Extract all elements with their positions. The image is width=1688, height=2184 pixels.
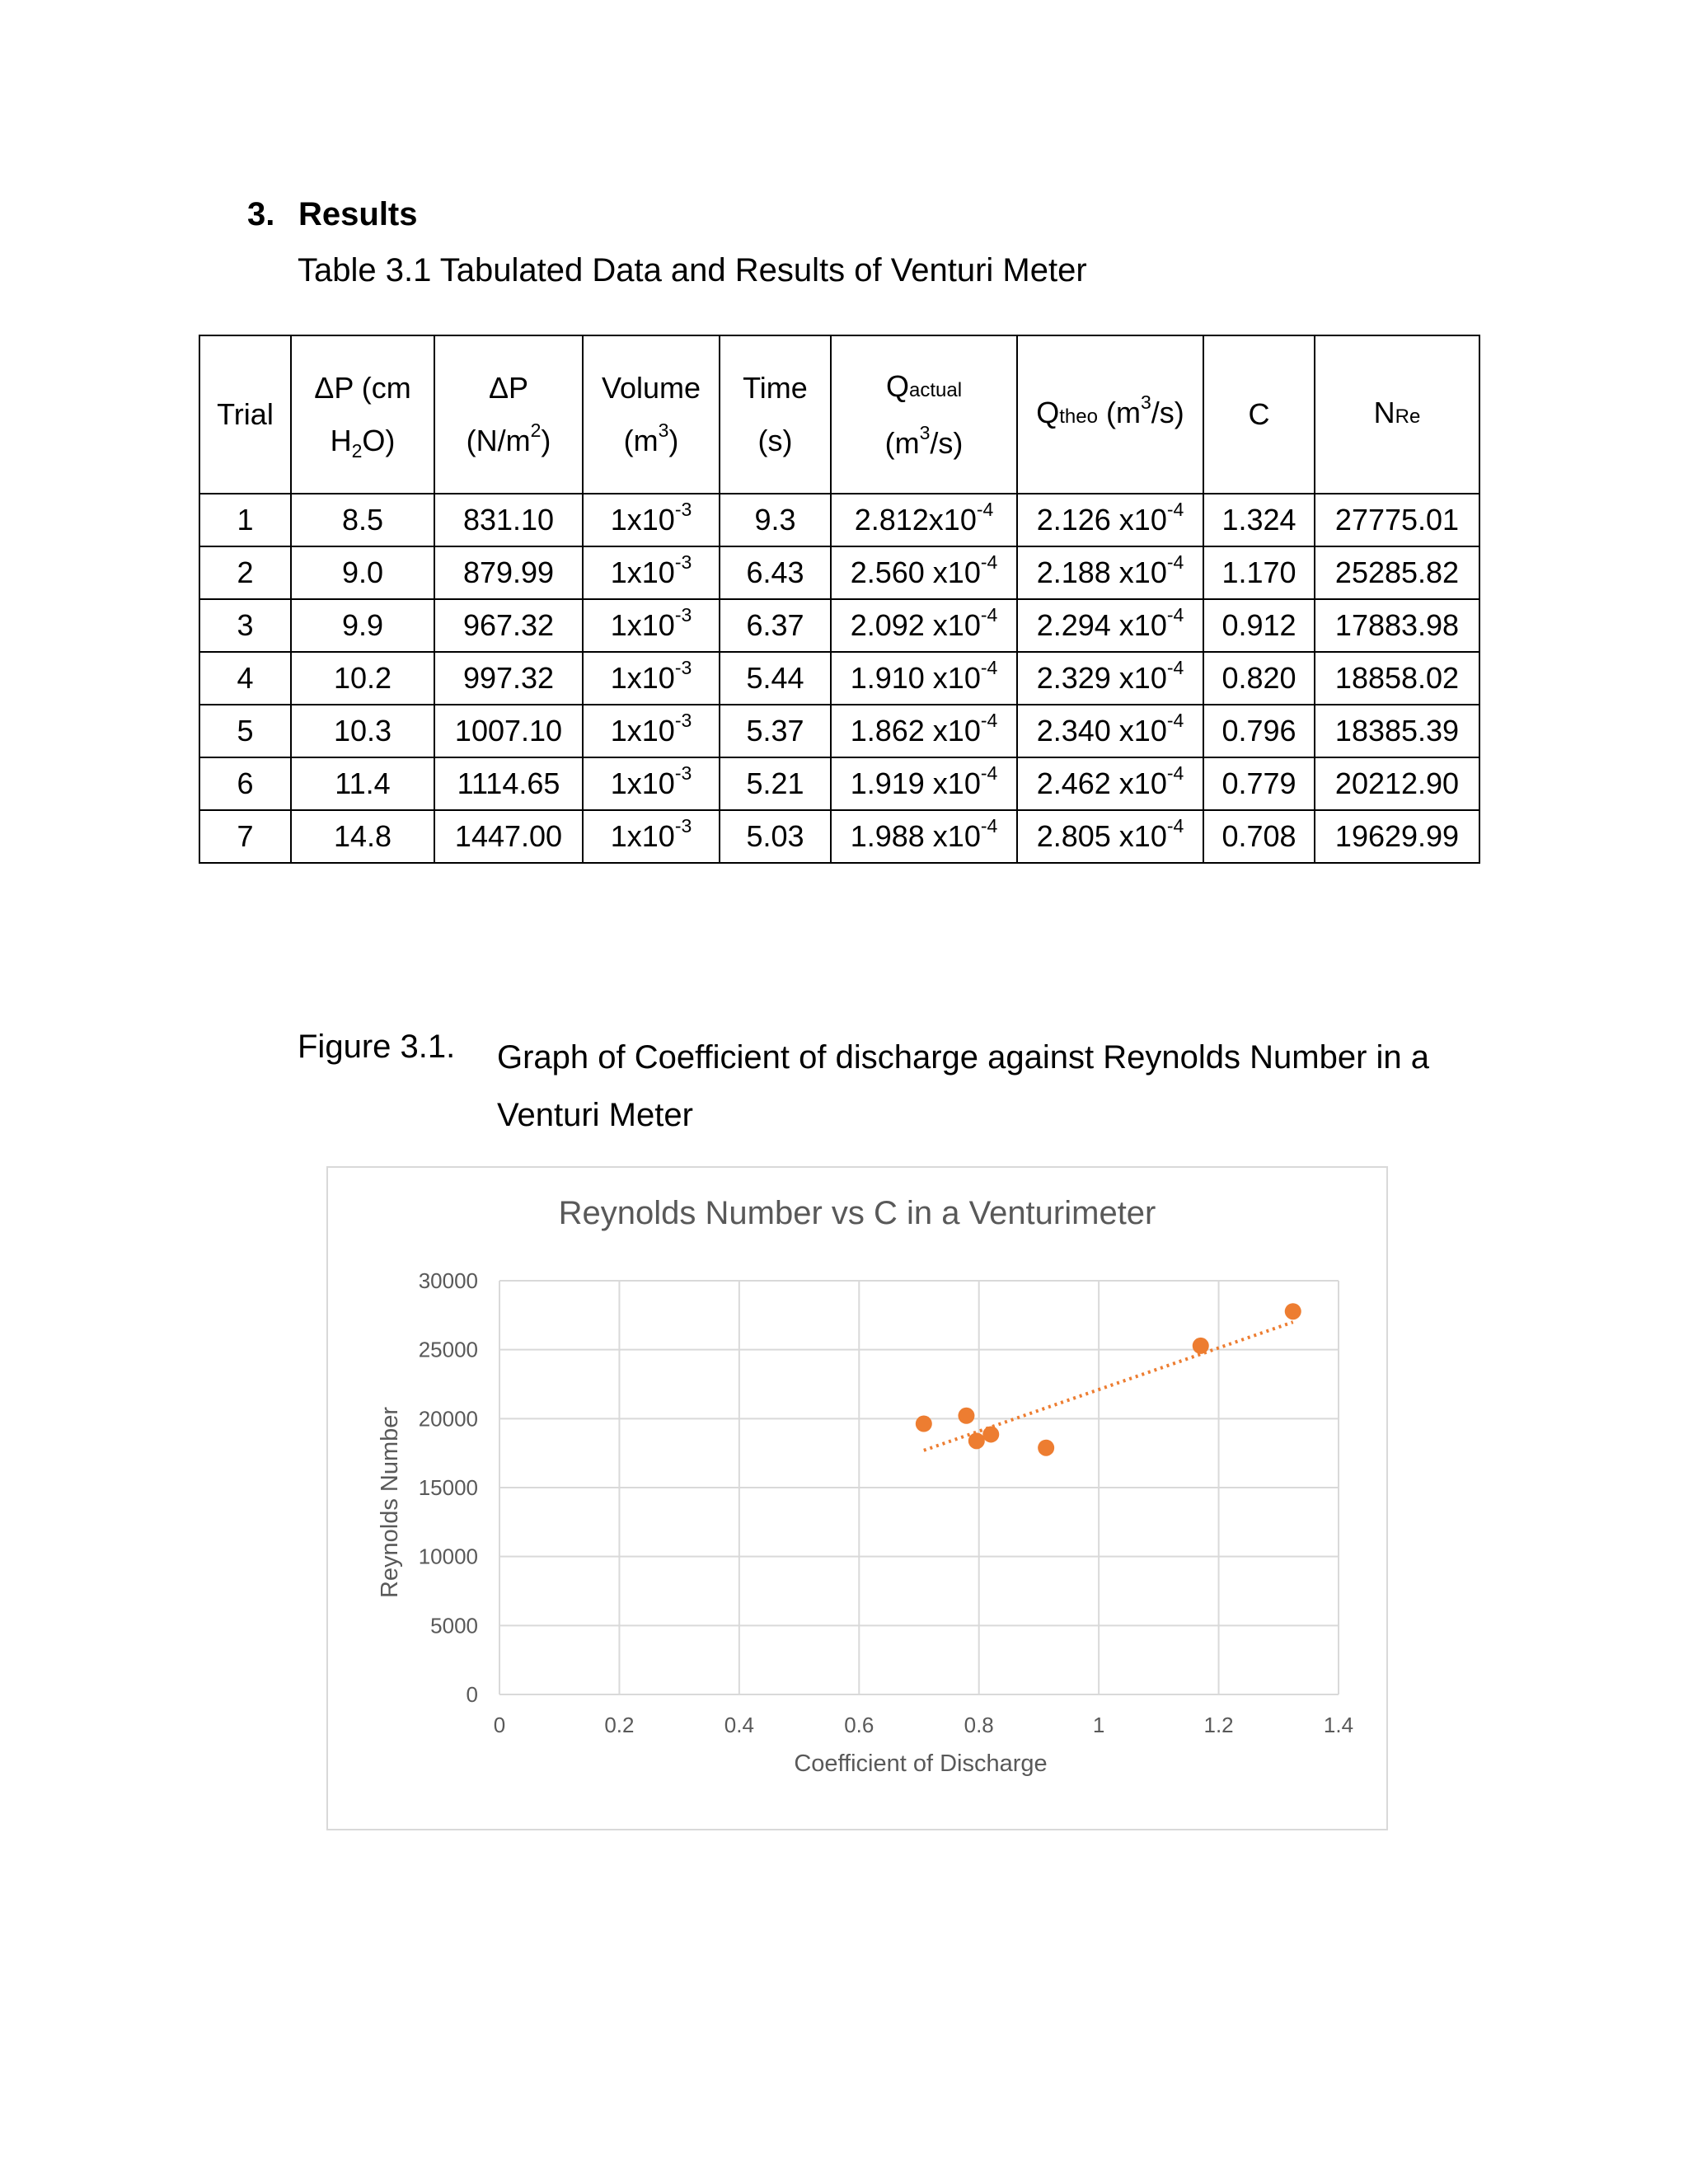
header-nre: NRe	[1315, 335, 1479, 494]
x-tick-label: 1.2	[1203, 1713, 1234, 1737]
cell-nre: 17883.98	[1315, 599, 1479, 652]
cell-dp-cm: 10.3	[291, 705, 434, 757]
cell-dp-cm: 9.9	[291, 599, 434, 652]
cell-volume: $1x10^{-3}$	[583, 599, 720, 652]
table-row	[199, 705, 1479, 757]
x-tick-label: 1	[1092, 1713, 1105, 1737]
cell-dp-n: 831.10	[434, 494, 583, 546]
cell-trial: 4	[199, 652, 291, 705]
cell-volume: $1x10^{-3}$	[583, 494, 720, 546]
cell-trial: 2	[199, 546, 291, 599]
chart-container	[326, 1166, 1388, 1830]
cell-qactual: 1.919 $x10^{-4}$	[831, 757, 1017, 810]
x-tick-label: 0.4	[724, 1713, 754, 1737]
cell-volume: $1x10^{-3}$	[583, 546, 720, 599]
cell-volume: $1x10^{-3}$	[583, 810, 720, 863]
cell-c: 0.912	[1203, 599, 1315, 652]
table-row	[199, 599, 1479, 652]
cell-time: 9.3	[720, 494, 831, 546]
cell-nre: 18385.39	[1315, 705, 1479, 757]
cell-volume: $1x10^{-3}$	[583, 705, 720, 757]
cell-trial: 6	[199, 757, 291, 810]
cell-nre: 20212.90	[1315, 757, 1479, 810]
cell-dp-n: 997.32	[434, 652, 583, 705]
y-tick-label: 5000	[430, 1613, 478, 1638]
data-point	[916, 1416, 932, 1432]
figure-title: Graph of Coefficient of discharge against Reynolds Number in a Venturi Meter	[497, 1039, 1429, 1133]
cell-qactual: 1.988 $x10^{-4}$	[831, 810, 1017, 863]
data-point	[1193, 1338, 1209, 1354]
table-row	[199, 546, 1479, 599]
table-row	[199, 494, 1479, 546]
section-number: 3.	[247, 196, 275, 232]
data-point	[982, 1426, 999, 1442]
y-tick-label: 10000	[418, 1544, 478, 1569]
x-axis-label: Coefficient of Discharge	[794, 1750, 1048, 1777]
cell-time: 6.43	[720, 546, 831, 599]
chart-grid	[499, 1281, 1339, 1694]
section-heading	[247, 196, 418, 233]
section-title: Results	[298, 196, 418, 232]
cell-qtheo: 2.462 $x10^{-4}$	[1017, 757, 1203, 810]
cell-trial: 7	[199, 810, 291, 863]
cell-c: 1.170	[1203, 546, 1315, 599]
cell-dp-n: 967.32	[434, 599, 583, 652]
chart-title: Reynolds Number vs C in a Venturimeter	[558, 1195, 1156, 1231]
cell-trial: 3	[199, 599, 291, 652]
cell-qtheo: 2.340 $x10^{-4}$	[1017, 705, 1203, 757]
cell-qactual: 1.910 $x10^{-4}$	[831, 652, 1017, 705]
figure-label: Figure 3.1.	[298, 1029, 456, 1065]
cell-dp-n: 1447.00	[434, 810, 583, 863]
cell-qtheo: 2.294 $x10^{-4}$	[1017, 599, 1203, 652]
cell-dp-cm: 8.5	[291, 494, 434, 546]
cell-dp-n: 1114.65	[434, 757, 583, 810]
cell-dp-cm: 11.4	[291, 757, 434, 810]
x-axis-ticks	[494, 1713, 1353, 1737]
cell-nre: 18858.02	[1315, 652, 1479, 705]
cell-qactual: 2.092 $x10^{-4}$	[831, 599, 1017, 652]
cell-dp-cm: 14.8	[291, 810, 434, 863]
y-axis-label: Reynolds Number	[377, 1406, 403, 1599]
cell-time: 5.44	[720, 652, 831, 705]
table-row	[199, 757, 1479, 810]
cell-nre: 27775.01	[1315, 494, 1479, 546]
cell-qtheo: 2.126 $x10^{-4}$	[1017, 494, 1203, 546]
cell-time: 6.37	[720, 599, 831, 652]
cell-c: 0.708	[1203, 810, 1315, 863]
cell-time: 5.03	[720, 810, 831, 863]
cell-qtheo: 2.188 $x10^{-4}$	[1017, 546, 1203, 599]
data-point	[958, 1408, 974, 1424]
cell-nre: 25285.82	[1315, 546, 1479, 599]
cell-volume: $1x10^{-3}$	[583, 757, 720, 810]
header-time: Time (s)	[720, 335, 831, 494]
cell-time: 5.37	[720, 705, 831, 757]
cell-qactual: 1.862 $x10^{-4}$	[831, 705, 1017, 757]
cell-nre: 19629.99	[1315, 810, 1479, 863]
data-point	[1285, 1303, 1301, 1319]
cell-qactual: 2.560 $x10^{-4}$	[831, 546, 1017, 599]
header-c: C	[1203, 335, 1315, 494]
x-tick-label: 0.8	[964, 1713, 994, 1737]
header-volume: Volume $(m^3)$	[583, 335, 720, 494]
cell-qtheo: 2.329 $x10^{-4}$	[1017, 652, 1203, 705]
cell-dp-n: 879.99	[434, 546, 583, 599]
cell-qtheo: 2.805 $x10^{-4}$	[1017, 810, 1203, 863]
header-qactual: Qactual $(m^3/s)$	[831, 335, 1017, 494]
x-tick-label: 0.2	[604, 1713, 635, 1737]
cell-dp-n: 1007.10	[434, 705, 583, 757]
cell-c: 0.796	[1203, 705, 1315, 757]
cell-c: 0.779	[1203, 757, 1315, 810]
data-points	[916, 1303, 1301, 1456]
results-table	[199, 335, 1480, 864]
y-tick-label: 20000	[418, 1406, 478, 1432]
x-tick-label: 0	[493, 1713, 506, 1737]
y-tick-label: 15000	[418, 1475, 478, 1500]
cell-qactual: $2.812x10^{-4}$	[831, 494, 1017, 546]
header-dp-n: ΔP $(N/m^2)$	[434, 335, 583, 494]
cell-trial: 5	[199, 705, 291, 757]
cell-c: 1.324	[1203, 494, 1315, 546]
cell-time: 5.21	[720, 757, 831, 810]
x-tick-label: 1.4	[1323, 1713, 1354, 1737]
table-header-row	[199, 335, 1479, 494]
cell-c: 0.820	[1203, 652, 1315, 705]
header-trial: Trial	[199, 335, 291, 494]
y-tick-label: 0	[466, 1682, 478, 1707]
header-qtheo: Qtheo $(m^3/s)$	[1017, 335, 1203, 494]
cell-dp-cm: 9.0	[291, 546, 434, 599]
y-axis-ticks	[419, 1268, 478, 1707]
y-tick-label: 25000	[418, 1337, 478, 1362]
cell-trial: 1	[199, 494, 291, 546]
cell-dp-cm: 10.2	[291, 652, 434, 705]
header-dp-cm: ΔP (cm $H_2O$)	[291, 335, 434, 494]
scatter-chart	[328, 1168, 1386, 1829]
table-row	[199, 810, 1479, 863]
y-tick-label: 30000	[418, 1268, 478, 1293]
table-caption: Table 3.1 Tabulated Data and Results of Venturi Meter	[298, 252, 1087, 288]
data-point	[1038, 1440, 1054, 1456]
table-row	[199, 652, 1479, 705]
cell-volume: $1x10^{-3}$	[583, 652, 720, 705]
data-point	[968, 1432, 985, 1449]
x-tick-label: 0.6	[844, 1713, 874, 1737]
